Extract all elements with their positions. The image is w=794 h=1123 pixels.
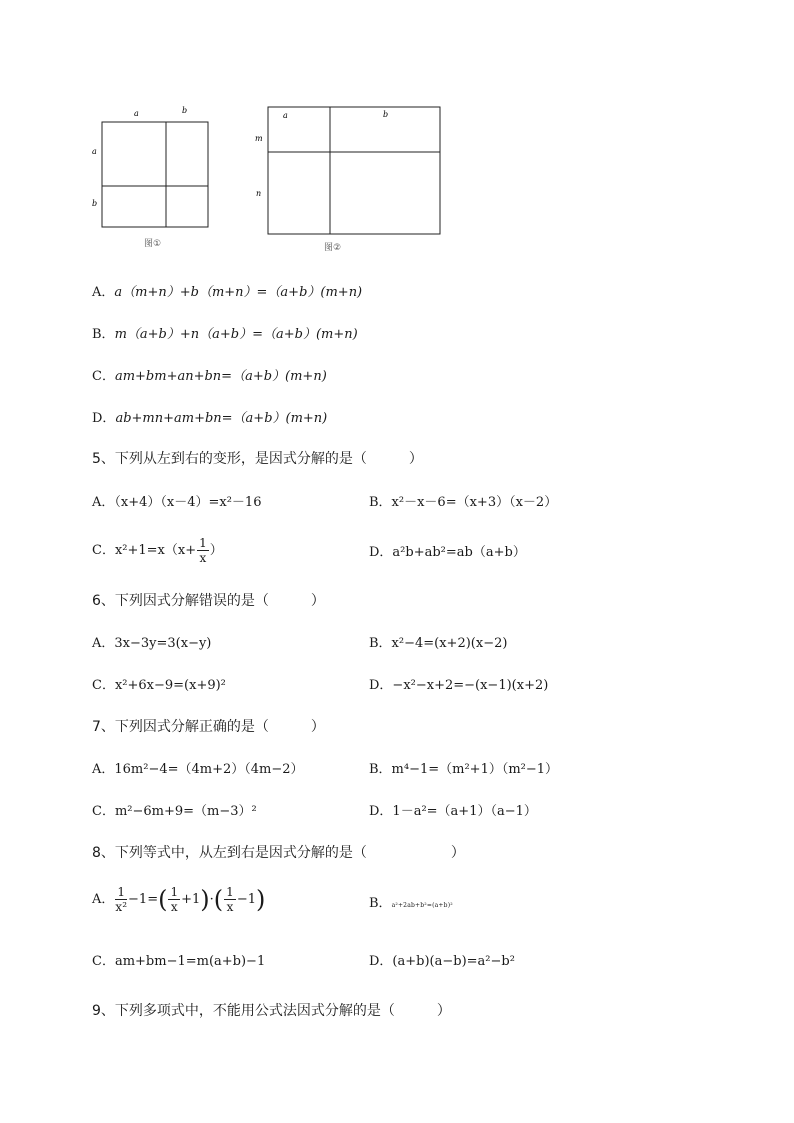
q8-option-a-expression: A． $\frac{1}{\text{x²}}$ −1=( $\frac{1}{x}$ +1)·( $\frac{1}{x}$ −1) bbox=[92, 885, 266, 914]
option-text: ab+mn+am+bn=（a+b）(m+n) bbox=[115, 411, 328, 426]
q6-option-c[interactable]: C．x²+6x−9=(x+9)² bbox=[92, 678, 226, 693]
q8-option-c[interactable]: C．am+bm−1=m(a+b)−1 bbox=[92, 954, 266, 969]
fig2-side-label-m: m bbox=[255, 134, 263, 143]
fig1-side-label-b: b bbox=[92, 199, 98, 208]
q4-option-b[interactable] bbox=[92, 326, 358, 344]
figure-1-diagram bbox=[88, 100, 218, 250]
q5-option-b[interactable]: B．x²－x－6=（x+3）（x－2） bbox=[369, 495, 558, 510]
q7-option-c[interactable]: C．m²−6m+9=（m−3）² bbox=[92, 804, 257, 819]
q8-option-d[interactable]: D．(a+b)(a−b)=a²−b² bbox=[369, 954, 515, 969]
q8-stem: 8、下列等式中，从左到右是因式分解的是（ ） bbox=[92, 845, 465, 861]
q5-option-c[interactable] bbox=[92, 537, 223, 564]
q8-option-b[interactable] bbox=[369, 895, 453, 915]
q8-option-a[interactable] bbox=[92, 886, 265, 913]
option-text: am+bm+an+bn=（a+b）(m+n) bbox=[114, 369, 327, 384]
figure-1 bbox=[88, 100, 218, 250]
q8-option-b-expression: B．a²+2ab+b²=(a+b)² bbox=[369, 896, 453, 911]
q6-option-a[interactable]: A．3x−3y=3(x−y) bbox=[92, 636, 212, 651]
fig1-top-label-b: b bbox=[182, 106, 188, 115]
option-letter: C． bbox=[92, 369, 115, 384]
q5-option-a[interactable]: A．（x+4）（x－4）=x²－16 bbox=[92, 495, 262, 510]
fig2-top-label-b: b bbox=[383, 110, 389, 119]
q5-option-c-expression: C．x²+1=x（x+ $\frac{1}{x}$ ） bbox=[92, 536, 223, 565]
fig2-caption: 图② bbox=[324, 243, 342, 253]
q7-option-a[interactable]: A．16m²−4=（4m+2）（4m−2） bbox=[92, 762, 304, 777]
option-text: m（a+b）+n（a+b）=（a+b）(m+n) bbox=[114, 327, 358, 342]
q4-option-d[interactable] bbox=[92, 410, 327, 428]
q5-stem: 5、下列从左到右的变形，是因式分解的是（ ） bbox=[92, 451, 423, 467]
q7-option-d[interactable]: D．1－a²=（a+1）（a−1） bbox=[369, 804, 537, 819]
fig2-side-label-n: n bbox=[256, 189, 262, 198]
option-text: a（m+n）+b（m+n）=（a+b）(m+n) bbox=[114, 285, 363, 300]
q6-option-b[interactable]: B．x²−4=(x+2)(x−2) bbox=[369, 636, 508, 651]
q4-option-a[interactable] bbox=[92, 284, 362, 302]
q9-stem: 9、下列多项式中，不能用公式法因式分解的是（ ） bbox=[92, 1003, 451, 1019]
figure-2-diagram bbox=[250, 100, 450, 258]
figure-2 bbox=[250, 100, 450, 258]
q7-option-b[interactable]: B．m⁴−1=（m²+1）（m²−1） bbox=[369, 762, 559, 777]
q6-stem: 6、下列因式分解错误的是（ ） bbox=[92, 593, 325, 609]
option-letter: B． bbox=[92, 327, 115, 342]
fig1-side-label-a: a bbox=[92, 147, 97, 156]
q4-option-c[interactable] bbox=[92, 368, 327, 386]
option-letter: A． bbox=[92, 285, 115, 300]
q7-stem: 7、下列因式分解正确的是（ ） bbox=[92, 719, 325, 735]
fig2-top-label-a: a bbox=[283, 111, 288, 120]
q5-option-d[interactable]: D．a²b+ab²=ab（a+b） bbox=[369, 545, 526, 560]
fig1-caption: 图① bbox=[144, 239, 162, 249]
q6-option-d[interactable]: D．−x²−x+2=−(x−1)(x+2) bbox=[369, 678, 549, 693]
fig1-top-label-a: a bbox=[134, 109, 139, 118]
option-letter: D． bbox=[92, 411, 116, 426]
